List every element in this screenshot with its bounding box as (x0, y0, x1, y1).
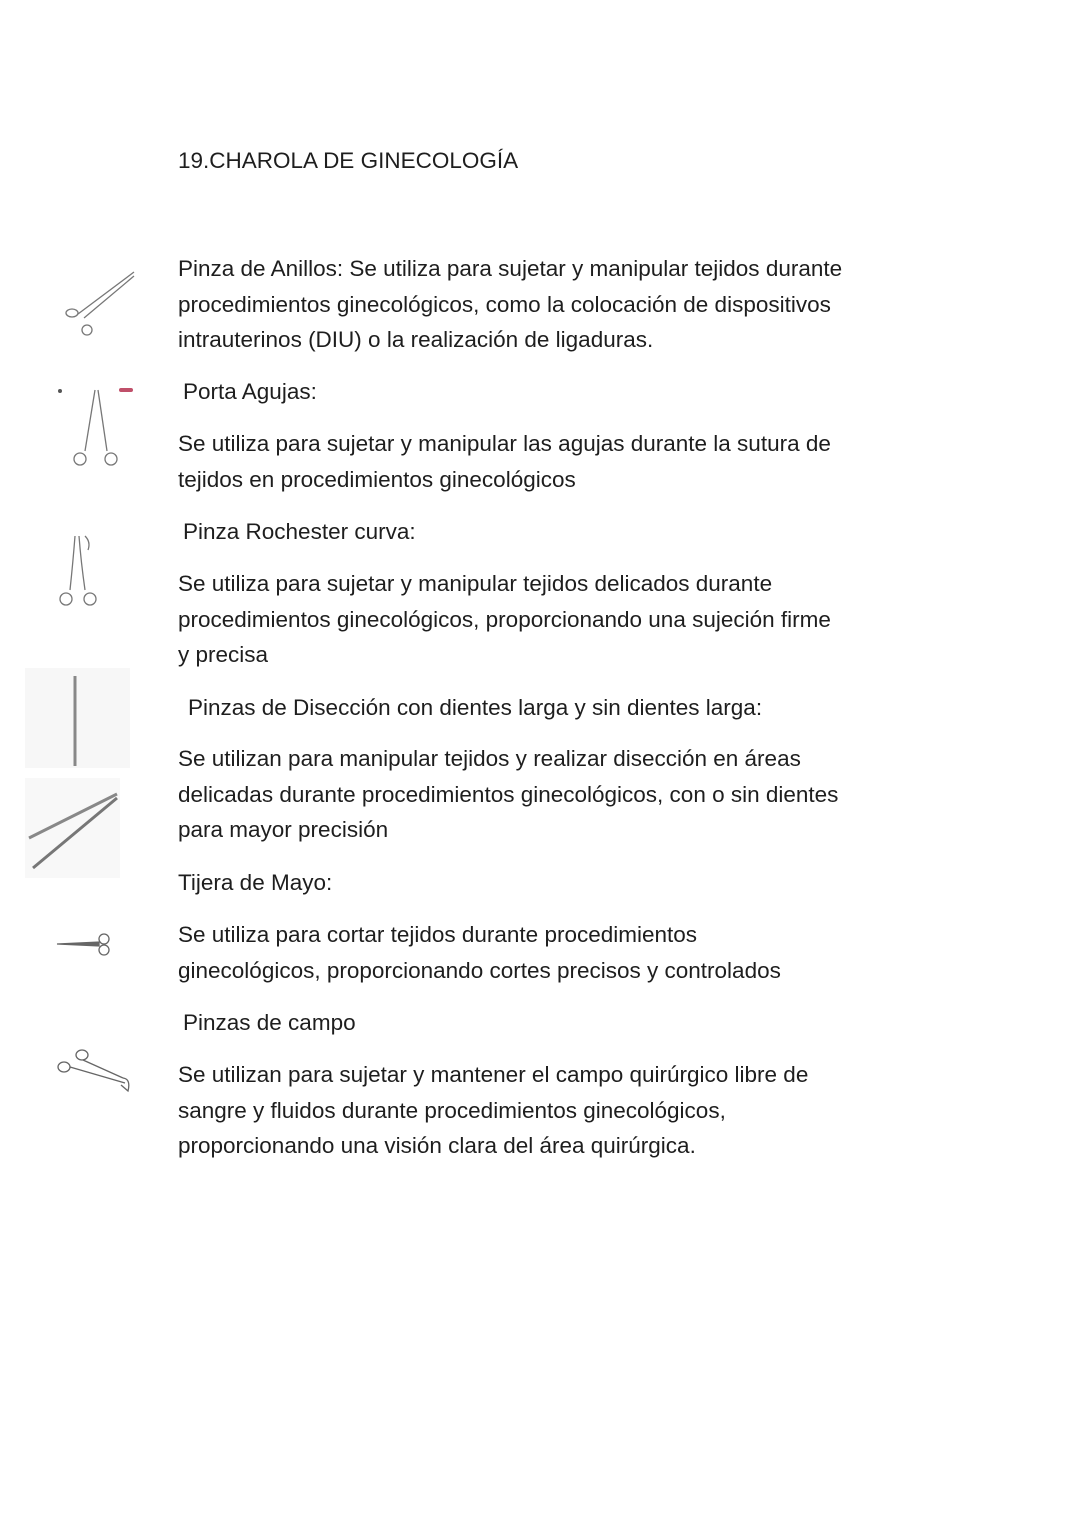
item-towel-clamp-heading: Pinzas de campo (183, 1010, 356, 1035)
item-rochester-description (178, 566, 831, 673)
text-line: y precisa (178, 642, 269, 667)
item-rochester-heading: Pinza Rochester curva: (183, 519, 416, 544)
item-dissection-description (178, 741, 838, 848)
needle-holder-icon (55, 385, 137, 470)
text-line: procedimientos ginecológicos, como la colocación de dispositivos (178, 291, 831, 317)
text-line: procedimientos ginecológicos, proporcionando una sujeción firme (178, 606, 831, 632)
mayo-scissors-icon (55, 932, 115, 958)
text-line: Se utilizan para sujetar y mantener el campo quirúrgico libre de (178, 1062, 809, 1087)
item-dissection-heading: Pinzas de Disección con dientes larga y sin dientes larga: (188, 695, 763, 720)
item-needle-holder-heading: Porta Agujas: (183, 379, 317, 404)
page-title: 19.CHAROLA DE GINECOLOGÍA (178, 148, 519, 173)
text-line: sangre y fluidos durante procedimientos ginecológicos, (178, 1097, 726, 1123)
item-mayo-description (178, 917, 781, 988)
text-line: para mayor precisión (178, 817, 389, 842)
item-needle-holder-description (178, 426, 831, 497)
dissection-forceps-icon (25, 668, 130, 880)
text-line: Se utiliza para sujetar y manipular tejidos delicados durante (178, 571, 773, 596)
text-line: proporcionando una visión clara del área quirúrgica. (178, 1133, 696, 1158)
text-line: tejidos en procedimientos ginecológicos (178, 466, 576, 492)
text-line: intrauterinos (DIU) o la realización de ligaduras. (178, 327, 654, 352)
text-line: Pinza de Anillos: Se utiliza para sujetar y manipular tejidos durante (178, 256, 843, 281)
curved-rochester-forceps-icon (55, 532, 105, 612)
item-mayo-heading: Tijera de Mayo: (178, 870, 333, 895)
text-line: delicadas durante procedimientos ginecológicos, con o sin dientes (178, 781, 839, 807)
text-line: ginecológicos, proporcionando cortes precisos y controlados (178, 957, 781, 983)
text-line: Se utiliza para sujetar y manipular las agujas durante la sutura de (178, 431, 831, 456)
text-line: Se utilizan para manipular tejidos y realizar disección en áreas (178, 746, 801, 771)
item-towel-clamp-description (178, 1057, 808, 1164)
text-line: Se utiliza para cortar tejidos durante procedimientos (178, 922, 698, 947)
item-ring-forceps-description (178, 251, 842, 358)
ring-forceps-icon (60, 268, 140, 340)
towel-clamp-icon (55, 1045, 135, 1095)
